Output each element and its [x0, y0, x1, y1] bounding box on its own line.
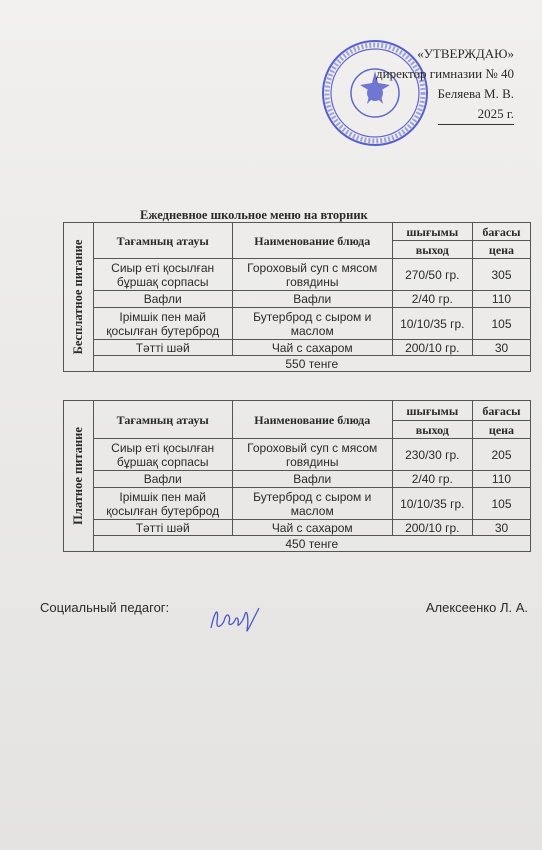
header-output-kz: шығымы [392, 401, 472, 421]
signatory-title: Социальный педагог: [40, 600, 170, 615]
table-row [64, 520, 531, 536]
approval-block [376, 44, 514, 125]
paid-meal-label-cell [64, 401, 94, 552]
approval-position: директор гимназии № 40 [376, 66, 514, 81]
dish-ru: Вафли [232, 471, 392, 488]
dish-price: 205 [472, 439, 530, 471]
paid-total: 450 тенге [93, 536, 531, 552]
header-output-ru: выход [392, 421, 472, 439]
dish-ru: Гороховый суп с мясом говядины [232, 439, 392, 471]
dish-ru: Чай с сахаром [232, 340, 392, 356]
dish-ru: Бутерброд с сыром и маслом [232, 308, 392, 340]
dish-output: 10/10/35 гр. [392, 488, 472, 520]
dish-ru: Вафли [232, 291, 392, 308]
dish-price: 30 [472, 340, 530, 356]
dish-price: 110 [472, 471, 530, 488]
free-total: 550 тенге [93, 356, 531, 372]
header-price-ru: цена [472, 421, 530, 439]
table-row [64, 291, 531, 308]
table-row [64, 308, 531, 340]
table-row [64, 340, 531, 356]
dish-ru: Бутерброд с сыром и маслом [232, 488, 392, 520]
dish-kz: Ірімшік пен май қосылған бутерброд [93, 308, 232, 340]
header-ru-name: Наименование блюда [232, 223, 392, 259]
dish-output: 10/10/35 гр. [392, 308, 472, 340]
dish-output: 2/40 гр. [392, 471, 472, 488]
dish-price: 30 [472, 520, 530, 536]
dish-price: 110 [472, 291, 530, 308]
header-price-ru: цена [472, 241, 530, 259]
dish-kz: Тәтті шәй [93, 520, 232, 536]
approval-date: 2025 г. [438, 104, 514, 125]
dish-price: 105 [472, 308, 530, 340]
header-kz-name: Тағамның атауы [93, 223, 232, 259]
dish-price: 105 [472, 488, 530, 520]
header-kz-name: Тағамның атауы [93, 401, 232, 439]
dish-ru: Гороховый суп с мясом говядины [232, 259, 392, 291]
dish-price: 305 [472, 259, 530, 291]
dish-output: 200/10 гр. [392, 520, 472, 536]
dish-output: 230/30 гр. [392, 439, 472, 471]
dish-output: 2/40 гр. [392, 291, 472, 308]
approval-heading: «УТВЕРЖДАЮ» [417, 46, 514, 61]
table-row [64, 471, 531, 488]
approval-name: Беляева М. В. [437, 86, 514, 101]
dish-kz: Вафли [93, 471, 232, 488]
dish-kz: Вафли [93, 291, 232, 308]
table-row [64, 488, 531, 520]
dish-output: 270/50 гр. [392, 259, 472, 291]
dish-kz: Сиыр еті қосылған бұршақ сорпасы [93, 259, 232, 291]
free-meal-table [63, 222, 531, 372]
header-output-ru: выход [392, 241, 472, 259]
free-meal-label-cell [64, 223, 94, 372]
dish-output: 200/10 гр. [392, 340, 472, 356]
dish-kz: Ірімшік пен май қосылған бутерброд [93, 488, 232, 520]
header-price-kz: бағасы [472, 401, 530, 421]
paid-meal-table [63, 400, 531, 552]
dish-ru: Чай с сахаром [232, 520, 392, 536]
signatory-name: Алексеенко Л. А. [425, 600, 528, 615]
handwritten-signature-icon [205, 600, 265, 635]
table-row [64, 439, 531, 471]
dish-kz: Сиыр еті қосылған бұршақ сорпасы [93, 439, 232, 471]
page-title: Ежедневное школьное меню на вторник [140, 208, 368, 222]
header-ru-name: Наименование блюда [232, 401, 392, 439]
dish-kz: Тәтті шәй [93, 340, 232, 356]
free-meal-label: Бесплатное питание [71, 239, 86, 355]
table-row [64, 259, 531, 291]
header-output-kz: шығымы [392, 223, 472, 241]
header-price-kz: бағасы [472, 223, 530, 241]
paid-meal-label: Платное питание [71, 427, 86, 525]
